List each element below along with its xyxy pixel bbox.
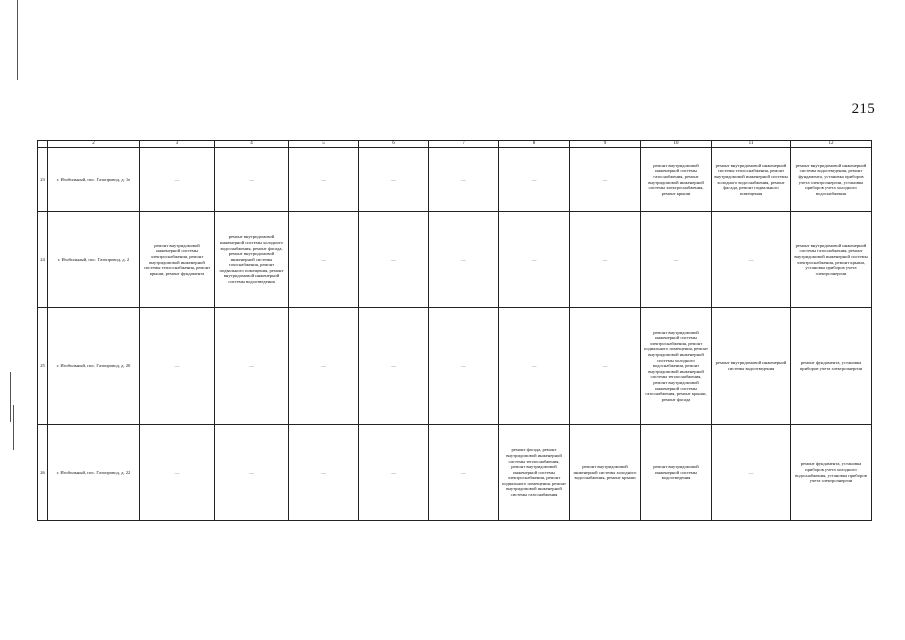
scan-edge-mark [17,0,18,80]
work-list-cell: ремонт внутридомовой инженерной системы водоотведения [712,308,791,425]
column-header: 7 [429,141,499,148]
column-header: 3 [140,141,215,148]
empty-dash-cell: — [289,148,359,212]
empty-dash-cell: — [215,308,289,425]
work-list-cell: ремонт фундамента, установка приборов учета холодного водоснабжения, установка приборов учета электроэнергии [791,425,872,521]
table-row [38,148,872,212]
empty-dash-cell: — [359,425,429,521]
row-number: 23 [38,148,48,212]
table-row [38,212,872,308]
empty-dash-cell: — [712,425,791,521]
address-cell: г. Изобильный, пос. Газопровод, д. 20 [48,308,140,425]
work-list-cell: ремонт внутридомовой инженерной системы водоотведения [641,425,712,521]
column-header: 12 [791,141,872,148]
empty-dash-cell: — [140,308,215,425]
column-header [38,141,48,148]
work-list-cell: ремонт внутридомовой инженерной системы газоснабжения, ремонт внутридомовой инженерной системы электроснабжения, ремонт крыши, установка приборов учета электроэнергии [791,212,872,308]
address-cell: г. Изобильный, пос. Газопровод, д. 22 [48,425,140,521]
empty-dash-cell: — [359,308,429,425]
empty-dash-cell: — [289,212,359,308]
address-cell: г. Изобильный, пос. Газопровод, д. 1е [48,148,140,212]
scan-edge-mark [10,372,11,422]
empty-dash-cell: — [499,308,570,425]
column-header: 2 [48,141,140,148]
empty-dash-cell: — [570,212,641,308]
empty-dash-cell: — [359,148,429,212]
empty-dash-cell: — [429,308,499,425]
row-number: 24 [38,212,48,308]
work-list-cell: ремонт фундамента, установка приборов учета электроэнергии [791,308,872,425]
table-header-row [38,141,872,148]
empty-dash-cell: — [429,148,499,212]
empty-dash-cell: — [289,425,359,521]
work-list-cell: ремонт внутридомовой инженерной системы газоснабжения, ремонт внутридомовой инженерной системы электроснабжения, ремонт крыши [641,148,712,212]
empty-dash-cell: — [499,148,570,212]
empty-dash-cell: — [570,148,641,212]
column-header: 8 [499,141,570,148]
address-cell: г. Изобильный, пос. Газопровод, д. 2 [48,212,140,308]
empty-dash-cell: — [712,212,791,308]
page-number: 215 [851,101,875,117]
column-header: 5 [289,141,359,148]
empty-dash-cell: — [359,212,429,308]
table-row [38,425,872,521]
table-row [38,308,872,425]
empty-dash-cell: — [641,212,712,308]
empty-dash-cell: — [140,425,215,521]
empty-dash-cell: — [429,212,499,308]
work-list-cell: ремонт внутридомовой инженерной системы холодного водоснабжения, ремонт фасада, ремонт внутридомовой инженерной системы газоснабжения, ремонт подвального помещения, ремонт внутридомовой инженерной системы водоотведения [215,212,289,308]
row-number: 25 [38,308,48,425]
column-header: 10 [641,141,712,148]
work-list-cell: ремонт внутридомовой инженерной системы теплоснабжения, ремонт внутридомовой инженерной системы холодного водоснабжения, ремонт фасада, ремонт подвального помещения [712,148,791,212]
empty-dash-cell: — [289,308,359,425]
empty-dash-cell: — [570,308,641,425]
work-list-cell: ремонт фасада, ремонт внутридомовой инженерной системы теплоснабжения, ремонт внутридомовой инженерной системы электроснабжения, ремонт подвального помещения, ремонт внутридомовой инженерной системы газоснабжения [499,425,570,521]
empty-dash-cell: — [215,425,289,521]
column-header: 6 [359,141,429,148]
work-list-cell: ремонт внутридомовой инженерной системы электроснабжения, ремонт внутридомовой инженерной системы теплоснабжения, ремонт крыши, ремонт фундамента [140,212,215,308]
empty-dash-cell: — [499,212,570,308]
row-number: 26 [38,425,48,521]
empty-dash-cell: — [429,425,499,521]
work-list-cell: ремонт внутридомовой инженерной системы холодного водоснабжения, ремонт крыши [570,425,641,521]
column-header: 9 [570,141,641,148]
renovation-table [37,140,872,521]
empty-dash-cell: — [140,148,215,212]
scan-edge-mark [13,405,14,450]
work-list-cell: ремонт внутридомовой инженерной системы электроснабжения, ремонт подвального помещения, ремонт внутридомовой инженерной системы холодного водоснабжения, ремонт внутридомовой инженерной системы теплоснабжения, ремонт внутридомовой инженерной системы газоснабжения, ремонт крыши, ремонт фасада [641,308,712,425]
empty-dash-cell: — [215,148,289,212]
column-header: 4 [215,141,289,148]
column-header: 11 [712,141,791,148]
work-list-cell: ремонт внутридомовой инженерной системы водоотведения, ремонт фундамента, установка приборов учета электроэнергии, установка приборов учета холодного водоснабжения [791,148,872,212]
